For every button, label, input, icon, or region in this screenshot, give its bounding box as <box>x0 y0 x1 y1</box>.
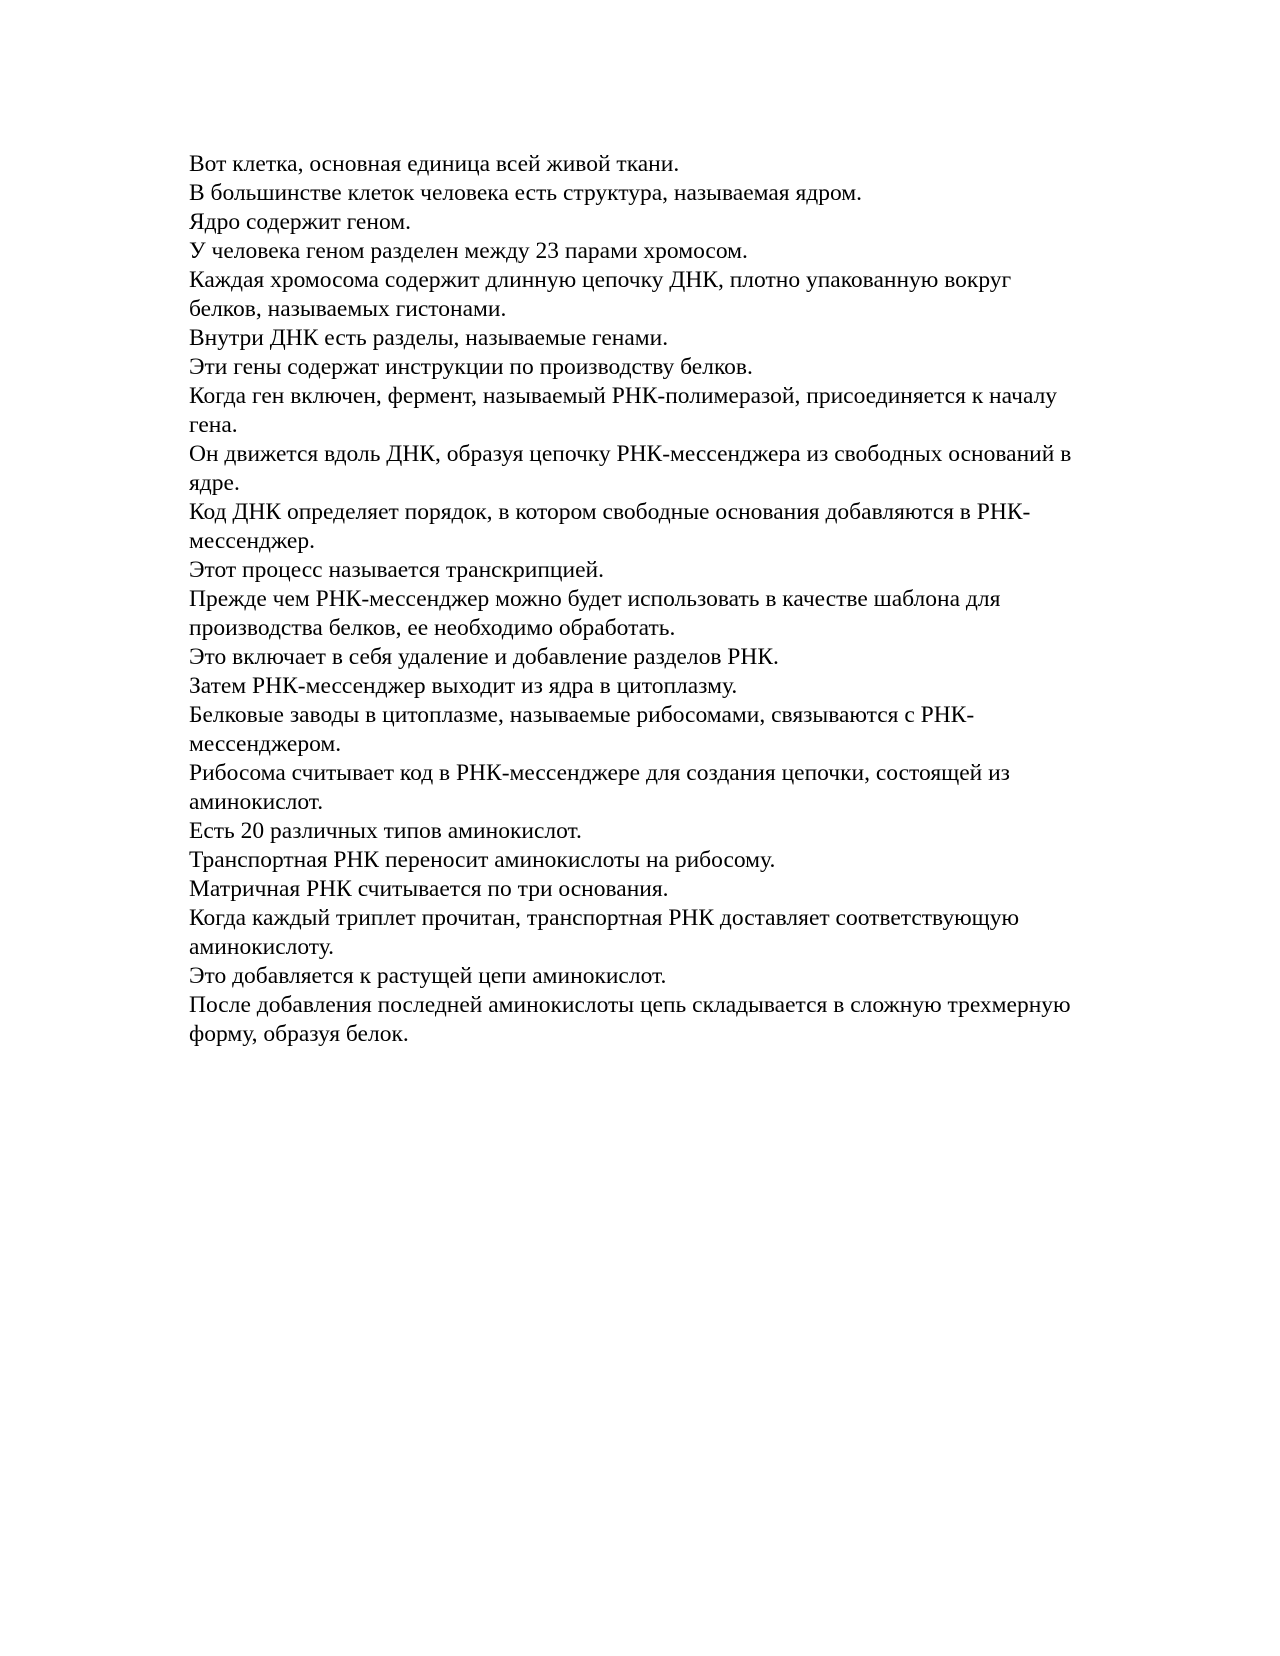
paragraph-7: Эти гены содержат инструкции по производству белков. <box>189 354 753 380</box>
paragraph-18: Транспортная РНК переносит аминокислоты на рибосому. <box>189 847 776 873</box>
paragraph-21: Это добавляется к растущей цепи аминокислот. <box>189 963 667 989</box>
paragraph-6: Внутри ДНК есть разделы, называемые генами. <box>189 325 669 351</box>
paragraph-12: Прежде чем РНК-мессенджер можно будет использовать в качестве шаблона для производства белков, ее необходимо обработать. <box>189 586 1001 641</box>
paragraph-9: Он движется вдоль ДНК, образуя цепочку РНК-мессенджера из свободных оснований в ядре. <box>189 441 1072 496</box>
paragraph-4: У человека геном разделен между 23 парами хромосом. <box>189 238 748 264</box>
paragraph-19: Матричная РНК считывается по три основания. <box>189 876 669 902</box>
paragraph-11: Этот процесс называется транскрипцией. <box>189 557 604 583</box>
paragraph-16: Рибосома считывает код в РНК-мессенджере для создания цепочки, состоящей из аминокислот. <box>189 760 1010 815</box>
paragraph-22: После добавления последней аминокислоты цепь складывается в сложную трехмерную форму, образуя белок. <box>189 992 1071 1047</box>
paragraph-1: Вот клетка, основная единица всей живой ткани. <box>189 151 680 177</box>
document-body <box>189 150 1089 1049</box>
paragraph-20: Когда каждый триплет прочитан, транспортная РНК доставляет соответствующую аминокислоту. <box>189 905 1020 960</box>
paragraph-10: Код ДНК определяет порядок, в котором свободные основания добавляются в РНК-мессенджер. <box>189 499 1031 554</box>
paragraph-17: Есть 20 различных типов аминокислот. <box>189 818 582 844</box>
paragraph-2: В большинстве клеток человека есть структура, называемая ядром. <box>189 180 863 206</box>
paragraph-13: Это включает в себя удаление и добавление разделов РНК. <box>189 644 779 670</box>
paragraph-14: Затем РНК-мессенджер выходит из ядра в цитоплазму. <box>189 673 738 699</box>
paragraph-15: Белковые заводы в цитоплазме, называемые рибосомами, связываются с РНК-мессенджером. <box>189 702 975 757</box>
paragraph-3: Ядро содержит геном. <box>189 209 411 235</box>
paragraph-5: Каждая хромосома содержит длинную цепочку ДНК, плотно упакованную вокруг белков, называемых гистонами. <box>189 267 1012 322</box>
paragraph-8: Когда ген включен, фермент, называемый РНК-полимеразой, присоединяется к началу гена. <box>189 383 1058 438</box>
